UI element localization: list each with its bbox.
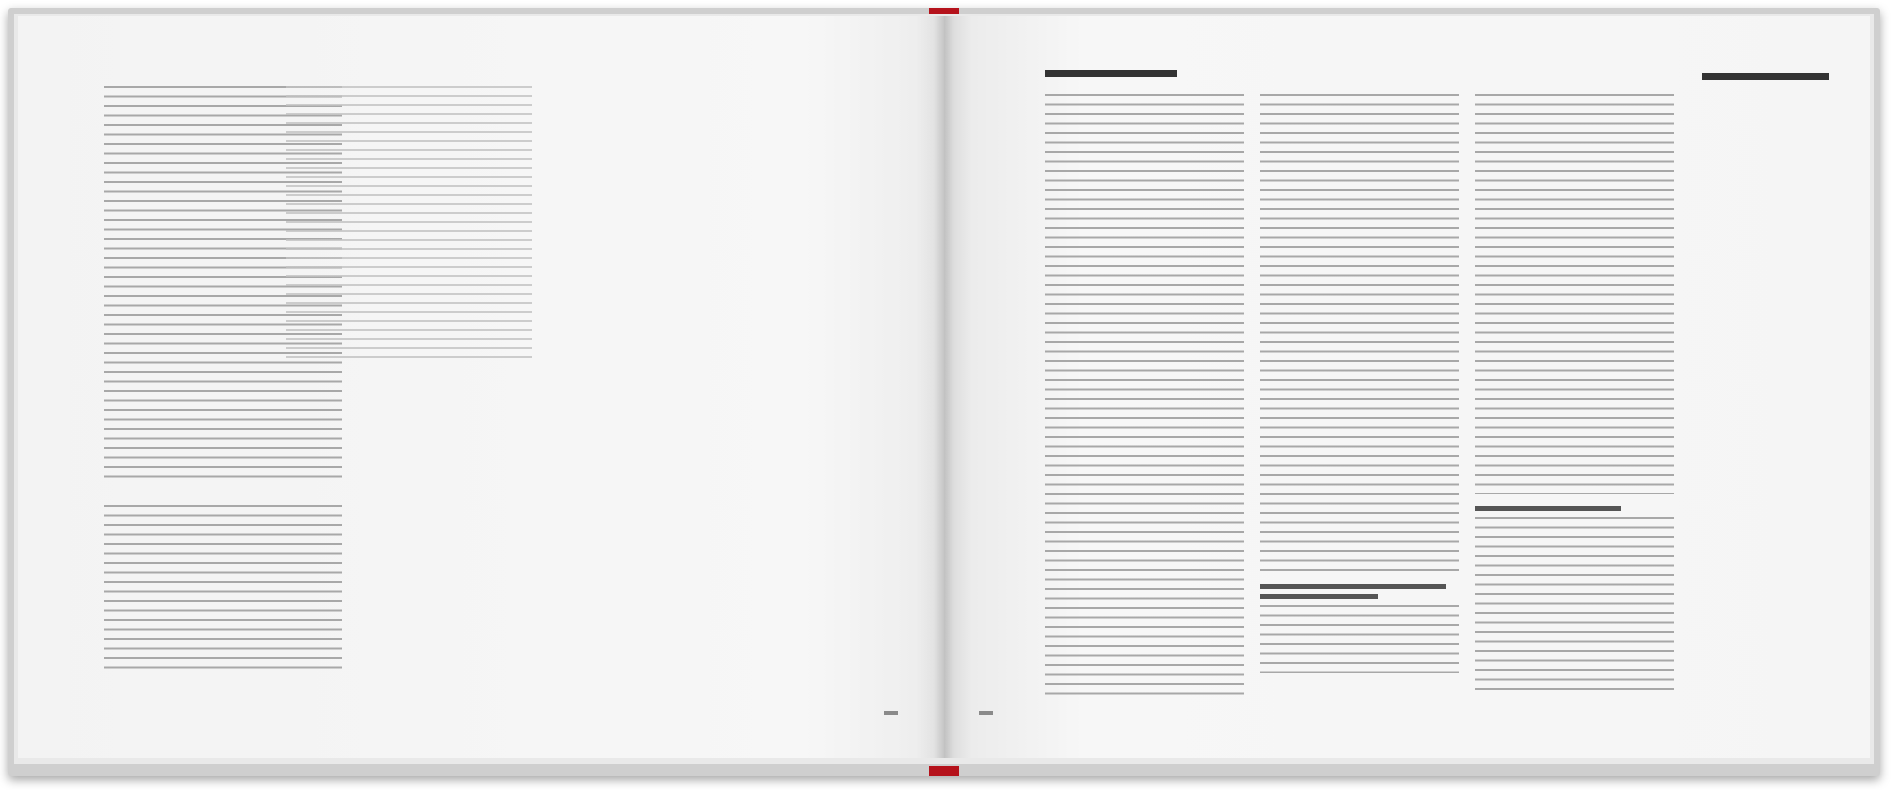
- section-heading-development-crisis-line-2: [1260, 594, 1378, 599]
- section-heading-veneto-model: [1475, 506, 1621, 511]
- leopardi-quotation: [104, 505, 342, 675]
- column-2-text-upper: [1260, 94, 1459, 576]
- page-number-left: [884, 711, 898, 715]
- section-heading-development-crisis: [1260, 584, 1446, 589]
- spine-tailband: [929, 766, 959, 776]
- column-1-text: [1045, 94, 1244, 699]
- column-3-text-upper: [1475, 94, 1674, 494]
- right-page: [944, 16, 1870, 758]
- column-3-text-lower: [1475, 517, 1674, 693]
- gutter-shadow: [934, 16, 954, 758]
- chapter-title: [1045, 70, 1177, 77]
- column-2-text-lower: [1260, 605, 1459, 673]
- author-name: [1702, 73, 1829, 80]
- bibliography-list: [286, 86, 532, 362]
- page-number-right: [979, 711, 993, 715]
- left-page: [18, 16, 944, 758]
